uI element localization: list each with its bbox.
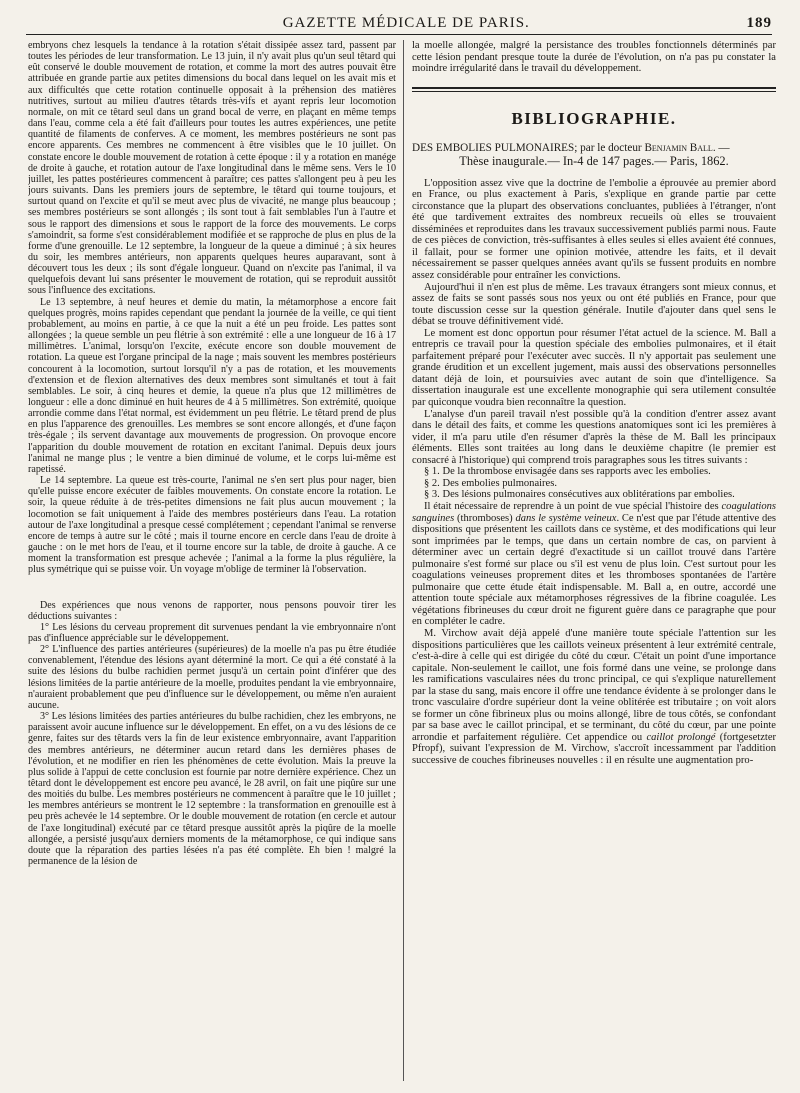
paragraph: Le 14 septembre. La queue est très-courte, l'animal ne s'en sert plus pour nager, bien qu'elle puisse encore exécuter de faibles mouvements. On constate encore la rotation. Le soir, la queue réduite à de très-petites dimensions ne fait plus aucun mouvement ; la locomotion se fait uniquement à l'aide des membres postérieurs dans l'eau. La rotation autour de l'axe longitudinal a presque cessé complétement ; cependant l'animal se renverse encore de temps à autre sur le côté ; mais il tourne encore en cercle dans l'eau de droite à gauche : on le met hors de l'eau, et il tourne encore sur la table, de droite à gauche. A ce moment la transformation est presque achevée ; l'animal a la forme la plus régulière, la plus symétrique qui se puisse voir. Un voyage m'oblige de terminer là l'observation. [28, 475, 396, 576]
text-run: (thromboses) [457, 512, 513, 524]
paragraph [412, 501, 776, 628]
list-item: § 2. Des embolies pulmonaires. [424, 477, 557, 489]
right-column [412, 40, 776, 1083]
emphasis: coagulations sanguines [412, 500, 776, 524]
paragraph: 1° Les lésions du cerveau proprement dit survenues pendant la vie embryonnaire n'ont pas d'influence appréciable sur le développement. [28, 621, 396, 644]
list-item: § 1. De la thrombose envisagée dans ses rapports avec les embolies. [424, 466, 711, 478]
text-run: M. Virchow avait déjà appelé d'une manière toute spéciale l'attention sur les dispositions particulières que les caillots veineux présentent à leur extrémité centrale, c'est-à-dire à celle qui est dirigée du côté du cœur. C'était un point d'une importance capitale. Non-seulement le caillot, une fois formé dans une veine, se prolonge dans les ramifications vasculaires nées du tronc principal, ce qui s'explique naturellement par la stase du sang, mais encore il offre une tendance évidente à se prolonger dans le tronc vasculaire d'ordre supérieur dont la veine oblitérée est tributaire ; on voit alors se former un cône fibrineux plus ou moins allongé, libre de tous côtés, se confondant par sa base avec le caillot principal, et se terminant, du côté du cœur, par une pointe arrondie et parfaitement régulière. Cet appendice ou [412, 627, 776, 743]
column-divider [403, 40, 404, 1081]
page-number: 189 [746, 15, 772, 31]
paragraph: L'analyse d'un pareil travail n'est possible qu'à la condition d'entrer assez avant dans le détail des faits, et comme les questions anatomiques sont ici les premières à vider, il m'a paru utile d'en résumer d'après la thèse de M. Ball les principaux éléments. Elles sont traitées au long dans le deuxième chapitre (le premier est consacré à l'historique) qui comprend trois paragraphes sous les titres suivants : [412, 408, 776, 466]
text-run: Il était nécessaire de reprendre à un point de vue spécial l'histoire des [424, 500, 719, 512]
journal-title: GAZETTE MÉDICALE DE PARIS. [282, 15, 530, 31]
emphasis: dans le système veineux [515, 512, 617, 524]
section-list [412, 466, 776, 501]
paragraph: 2° L'influence des parties antérieures (supérieures) de la moelle n'a pas pu être étudiée convenablement, l'étendue des lésions ayant déterminé la mort. Ce qui a été constaté à la suite des lésions du bulbe rachidien permet jusqu'à un certain point d'inférer que des lésions limitées de la partie antérieure de la moelle, produites pendant la vie embryonnaire, n'auraient probablement que peu d'influence sur le développement, ou même n'en auraient aucune. [28, 644, 396, 711]
author-suffix: . — [712, 141, 730, 154]
book-title: DES EMBOLIES PULMONAIRES [412, 141, 575, 154]
emphasis: caillot prolongé [646, 731, 716, 743]
section-rule [412, 87, 776, 92]
paragraph [412, 628, 776, 767]
author-prefix: ; par le docteur [574, 141, 642, 154]
left-column [28, 40, 396, 1083]
paragraph: Des expériences que nous venons de rapporter, nous pensons pouvoir tirer les déductions suivantes : [28, 599, 396, 622]
text-run: (fortgesetzter Pfropf), suivant l'expression de M. Virchow, s'accroît incessamment par l'addition successive de couches fibrineuses nouvelles : il en résulte une augmentation pro- [412, 731, 776, 766]
continuation-paragraph: la moelle allongée, malgré la persistance des troubles fonctionnels déterminés par cette lésion pendant presque toute la durée de l'évolution, on n'a pas pu constater la moindre irrégularité dans le travail du développement. [412, 40, 776, 75]
list-item: § 3. Des lésions pulmonaires consécutives aux oblitérations par embolies. [424, 489, 735, 501]
paragraph: Aujourd'hui il n'en est plus de même. Les travaux étrangers sont mieux connus, et assez de faits se sont passés sous nos yeux ou ont été publiés en France, pour que toute discussion cesse sur la question générale. Inutile d'ajouter dans quel sens le débat se trouve définitivement vidé. [412, 281, 776, 328]
book-details: Thèse inaugurale.— In-4 de 147 pages.— Paris, 1862. [459, 153, 729, 168]
running-head [26, 12, 772, 35]
paragraph: L'opposition assez vive que la doctrine de l'embolie a éprouvée au premier abord en France, ou plus exactement à Paris, s'explique en grande partie par cette circonstance que la plupart des observations concluantes, publiées à l'étranger, n'ont été que tardivement extraites des nombreux recueils où elles se trouvaient disséminées et reproduites dans les travaux successivement publiés parmi nous. Faute de ces pièces de conviction, très-suffisantes à elles seules si elles avaient été connues, il fallait, pour se former une opinion motivée, attendre les faits, et il devait nécessairement se passer quelques années avant qu'ils se fussent produits en nombre assez considérable pour entraîner les convictions. [412, 177, 776, 282]
paragraph: 3° Les lésions limitées des parties antérieures du bulbe rachidien, chez les embryons, ne paraissent avoir aucune influence sur le développement. En effet, on a vu des lésions de ce genre, faites sur des têtards vers la fin de leur existence embryonnaire, avant l'apparition des membres antérieurs, ne déterminer aucun retard dans les dernières phases de l'évolution, et ne modifier en rien les phénomènes de cette évolution. Mais la preuve la plus solide à l'appui de cette conclusion est fournie par notre dernière expérience. Chez un têtard dont le développement est encore peu avancé, le 28 avril, on fait une piqûre sur une des moitiés du bulbe. Les membres postérieurs ne commencent à paraître que le 10 juillet ; les membres antérieurs se montrent le 12 septembre : la transformation en grenouille est à peu près achevée le 14 septembre. Or le double mouvement de rotation (en cercle et autour de l'axe longitudinal) exécuté par ce têtard presque aussitôt après la piqûre de la moelle allongée, a persisté jusqu'aux derniers moments de la métamorphose, ce qui indique sans doute que la réparation des parties lésées n'a pas été complète. Eh bien ! malgré la permanence de la lésion de [28, 711, 396, 868]
bibliography-entry [412, 142, 776, 168]
text-run: . Ce n'est que par l'étude attentive des dispositions que présentent les caillots dans ce système, et des modifications qui leur sont imprimées par le temps, que dans un certain nombre de cas, on parvient à déterminer avec un certain degré d'exactitude si un caillot trouvé dans l'artère pulmonaire s'est formé sur place ou s'il est venu de plus loin. C'est surtout pour les coagulations veineuses proprement dites et les thromboses spontanées de l'artère pulmonaire que cette étude était indispensable. M. Ball a, en outre, accordé une attention toute spéciale aux métamorphoses régressives de la fibrine coagulée. Les végétations fibrineuses du cœur droit ne figurent guère dans ce paragraphe que pour en compléter le cadre. [412, 512, 776, 628]
book-author: Benjamin Ball [644, 141, 713, 154]
paragraph: Le moment est donc opportun pour résumer l'état actuel de la science. M. Ball a entrepris ce travail pour la question spéciale des embolies pulmonaires, et il était parfaitement préparé pour l'exécuter avec succès. Il n'y apportait pas seulement une grande érudition et un excellent jugement, mais aussi des observations personnelles datant déjà de loin, et poursuivies avec autant de soin que d'intelligence. Sa dissertation inaugurale est une excellente monographie qui sera utilement consultée par quiconque voudra bien reconnaître la question. [412, 327, 776, 409]
paragraph: embryons chez lesquels la tendance à la rotation s'était dissipée assez tard, passent par toutes les périodes de leur transformation. Le 13 juin, il n'y avait plus qu'un seul têtard qui eût conservé le double mouvement de rotation, et comme la mort des autres pouvait être attribuée en grande partie aux petites dimensions du bocal dans lequel on les avait mis et aux difficultés que cette rotation continuelle opposait à la préhension des matières nutritives, surtout au milieu d'autres têtards très-vifs et ayant repris leur locomotion normale, on mit ce têtard seul dans un grand bocal de verre, en plaçant en même temps dans l'eau, comme cela a été fait d'ailleurs pour toutes les autres expériences, une petite quantité de filaments de conferves. A ce moment, les membres postérieurs ne sont pas encore apparents. Ces membres ne commencent à être visibles que le 10 juillet. On constate encore le double mouvement de rotation à cette époque : il y a rotation en manége de droite à gauche, et rotation autour de l'axe longitudinal dans le même sens. Vers le 10 juillet, les pattes postérieures commencent à paraître; ces pattes s'allongent peu à peu les jours suivants. Dans les premiers jours de septembre, le têtard qui tourne toujours, et surtout quand on l'excite et qu'il se meut avec plus de vivacité, ne mange plus beaucoup ; ses membres postérieurs se sont allongés ; ils sont tout à fait semblables l'un à l'autre et sous le rapport des dimensions et sous le rapport de la force des mouvements. Le corps s'amoindrit, sa forme s'est considérablement modifiée et se rapproche de plus en plus de la forme d'une grenouille. Le 12 septembre, la longueur de la queue a diminué ; à six heures du soir, les membres antérieurs, non apparents quelques heures auparavant, sont à découvert tous les deux ; ils sont d'égale longueur. Quand on n'excite pas l'animal, il va quelquefois devant lui sans présenter le mouvement de rotation, qui se reproduit aussitôt sous l'influence des excitations. [28, 40, 396, 297]
section-title: BIBLIOGRAPHIE. [511, 108, 677, 128]
paragraph: Le 13 septembre, à neuf heures et demie du matin, la métamorphose a encore fait quelques progrès, moins rapides cependant que pendant la journée de la veille, ce qui tient probablement, au moins en partie, à ce que la nuit a été un peu froide. Les pattes sont allongées ; la queue semble un peu flétrie à son extrémité : elle a une longueur de 16 à 17 millimètres. L'animal, lorsqu'on l'excite, exécute encore son double mouvement de rotation. La queue est l'organe principal de la nage ; mais souvent les membres postérieurs concourent à la locomotion, surtout lorsqu'il n'y a pas de rotation, et les mouvements d'extension et de flexion alternatives des deux membres sont simultanés et tout à fait semblables. Le soir, à cinq heures et demie, la queue n'a plus que 12 millimètres de longueur : elle a donc diminué en huit heures de 4 à 5 millimètres. Son extrémité, quoique arrondie comme dans l'état normal, est évidemment un peu flétrie. Le têtard prend de plus en plus l'apparence des grenouilles. Les membres se sont encore allongés, et d'une façon très-égale ; ils servent davantage aux mouvements de progression. On provoque encore l'apparition du double mouvement de rotation en excitant l'animal. Depuis deux jours l'animal ne mange plus ; le ventre a bien diminué de volume, et le corps lui-même est rapetissé. [28, 296, 396, 475]
